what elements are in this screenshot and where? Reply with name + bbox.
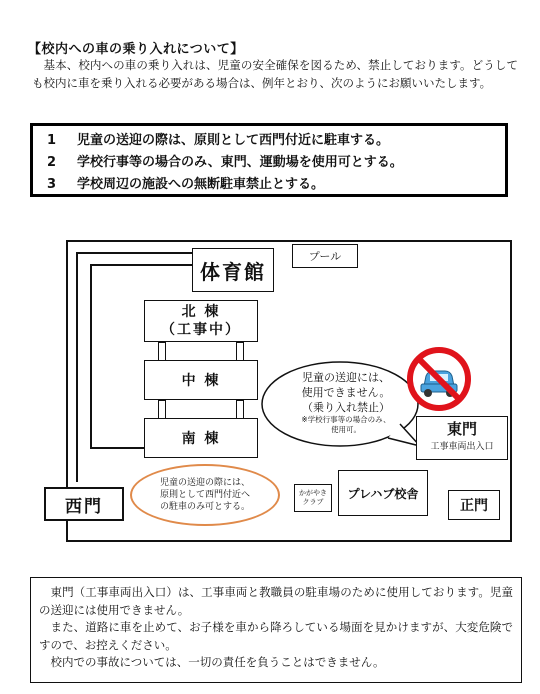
west-note-line: の駐車のみ可とする。 — [159, 502, 250, 512]
club-building — [294, 484, 332, 512]
corridor-connector — [236, 342, 244, 362]
rule-number: 2 — [47, 155, 57, 170]
rule-number: 3 — [47, 177, 57, 192]
corridor-connector — [158, 400, 166, 420]
east-gate-sub: 工事車両出入口 — [430, 442, 494, 452]
rule-text: 児童の送迎の際は、原則として西門付近に駐車する。 — [77, 133, 390, 148]
middle-building: 中 棟 — [144, 360, 258, 400]
rule-number: 1 — [47, 133, 57, 148]
west-gate: 西門 — [44, 487, 124, 521]
notice-paragraph: また、道路に車を止めて、お子様を車から降ろしている場面を見かけますが、大変危険ですので、お控えください。 — [39, 620, 513, 652]
main-gate: 正門 — [448, 490, 500, 520]
rule-item — [47, 152, 505, 174]
club-label: クラブ — [302, 498, 324, 506]
rule-text: 学校行事等の場合のみ、東門、運動場を使用可とする。 — [77, 155, 403, 170]
north-building-name: 北 棟 — [181, 304, 221, 320]
prefab-building: プレハブ校舎 — [338, 470, 428, 516]
pool: プール — [292, 244, 358, 268]
corridor-connector — [236, 400, 244, 420]
intro-paragraph: 基本、校内への車の乗り入れは、児童の安全確保を図るため、禁止しております。どうしても校内に車を乗り入れる必要がある場合は、例年とおり、次のようにお願いいたします。 — [32, 58, 518, 90]
bubble-note: ※学校行事等の場合のみ、 — [301, 415, 391, 424]
bubble-note: 使用可。 — [331, 425, 361, 434]
notice-paragraph: 校内での事故については、一切の責任を負うことはできません。 — [50, 655, 385, 669]
bubble-text — [274, 370, 418, 435]
campus-map — [66, 240, 512, 542]
path-line — [90, 264, 92, 448]
bubble-line: 児童の送迎には、 — [302, 371, 390, 384]
rules-box — [30, 123, 508, 197]
section-heading: 【校内への車の乗り入れについて】 — [28, 42, 244, 57]
notice-paragraph: 東門（工事車両出入口）は、工事車両と教職員の駐車場のために使用しております。児童の送迎には使用できません。 — [39, 585, 513, 617]
no-car-icon — [406, 346, 472, 412]
path-line — [76, 252, 192, 254]
bubble-line: （乗り入れ禁止） — [302, 401, 390, 414]
club-label: かがやき — [299, 489, 327, 497]
gym-building: 体育館 — [192, 248, 274, 292]
corridor-connector — [158, 342, 166, 362]
path-line — [90, 447, 146, 449]
notice-box — [30, 577, 522, 683]
west-gate-note — [130, 464, 280, 526]
south-building: 南 棟 — [144, 418, 258, 458]
path-line — [76, 252, 78, 482]
rule-item — [47, 174, 505, 196]
rule-item — [47, 130, 505, 152]
north-building-note: （工事中） — [161, 322, 241, 338]
east-gate-label: 東門 — [446, 420, 477, 438]
path-line — [90, 264, 192, 266]
west-note-line: 児童の送迎の際には、 — [159, 478, 250, 488]
rule-text: 学校周辺の施設への無断駐車禁止とする。 — [77, 177, 325, 192]
west-note-line: 原則として西門付近へ — [159, 490, 250, 500]
east-gate — [416, 416, 508, 460]
north-building — [144, 300, 258, 342]
bubble-line: 使用できません。 — [301, 386, 391, 399]
